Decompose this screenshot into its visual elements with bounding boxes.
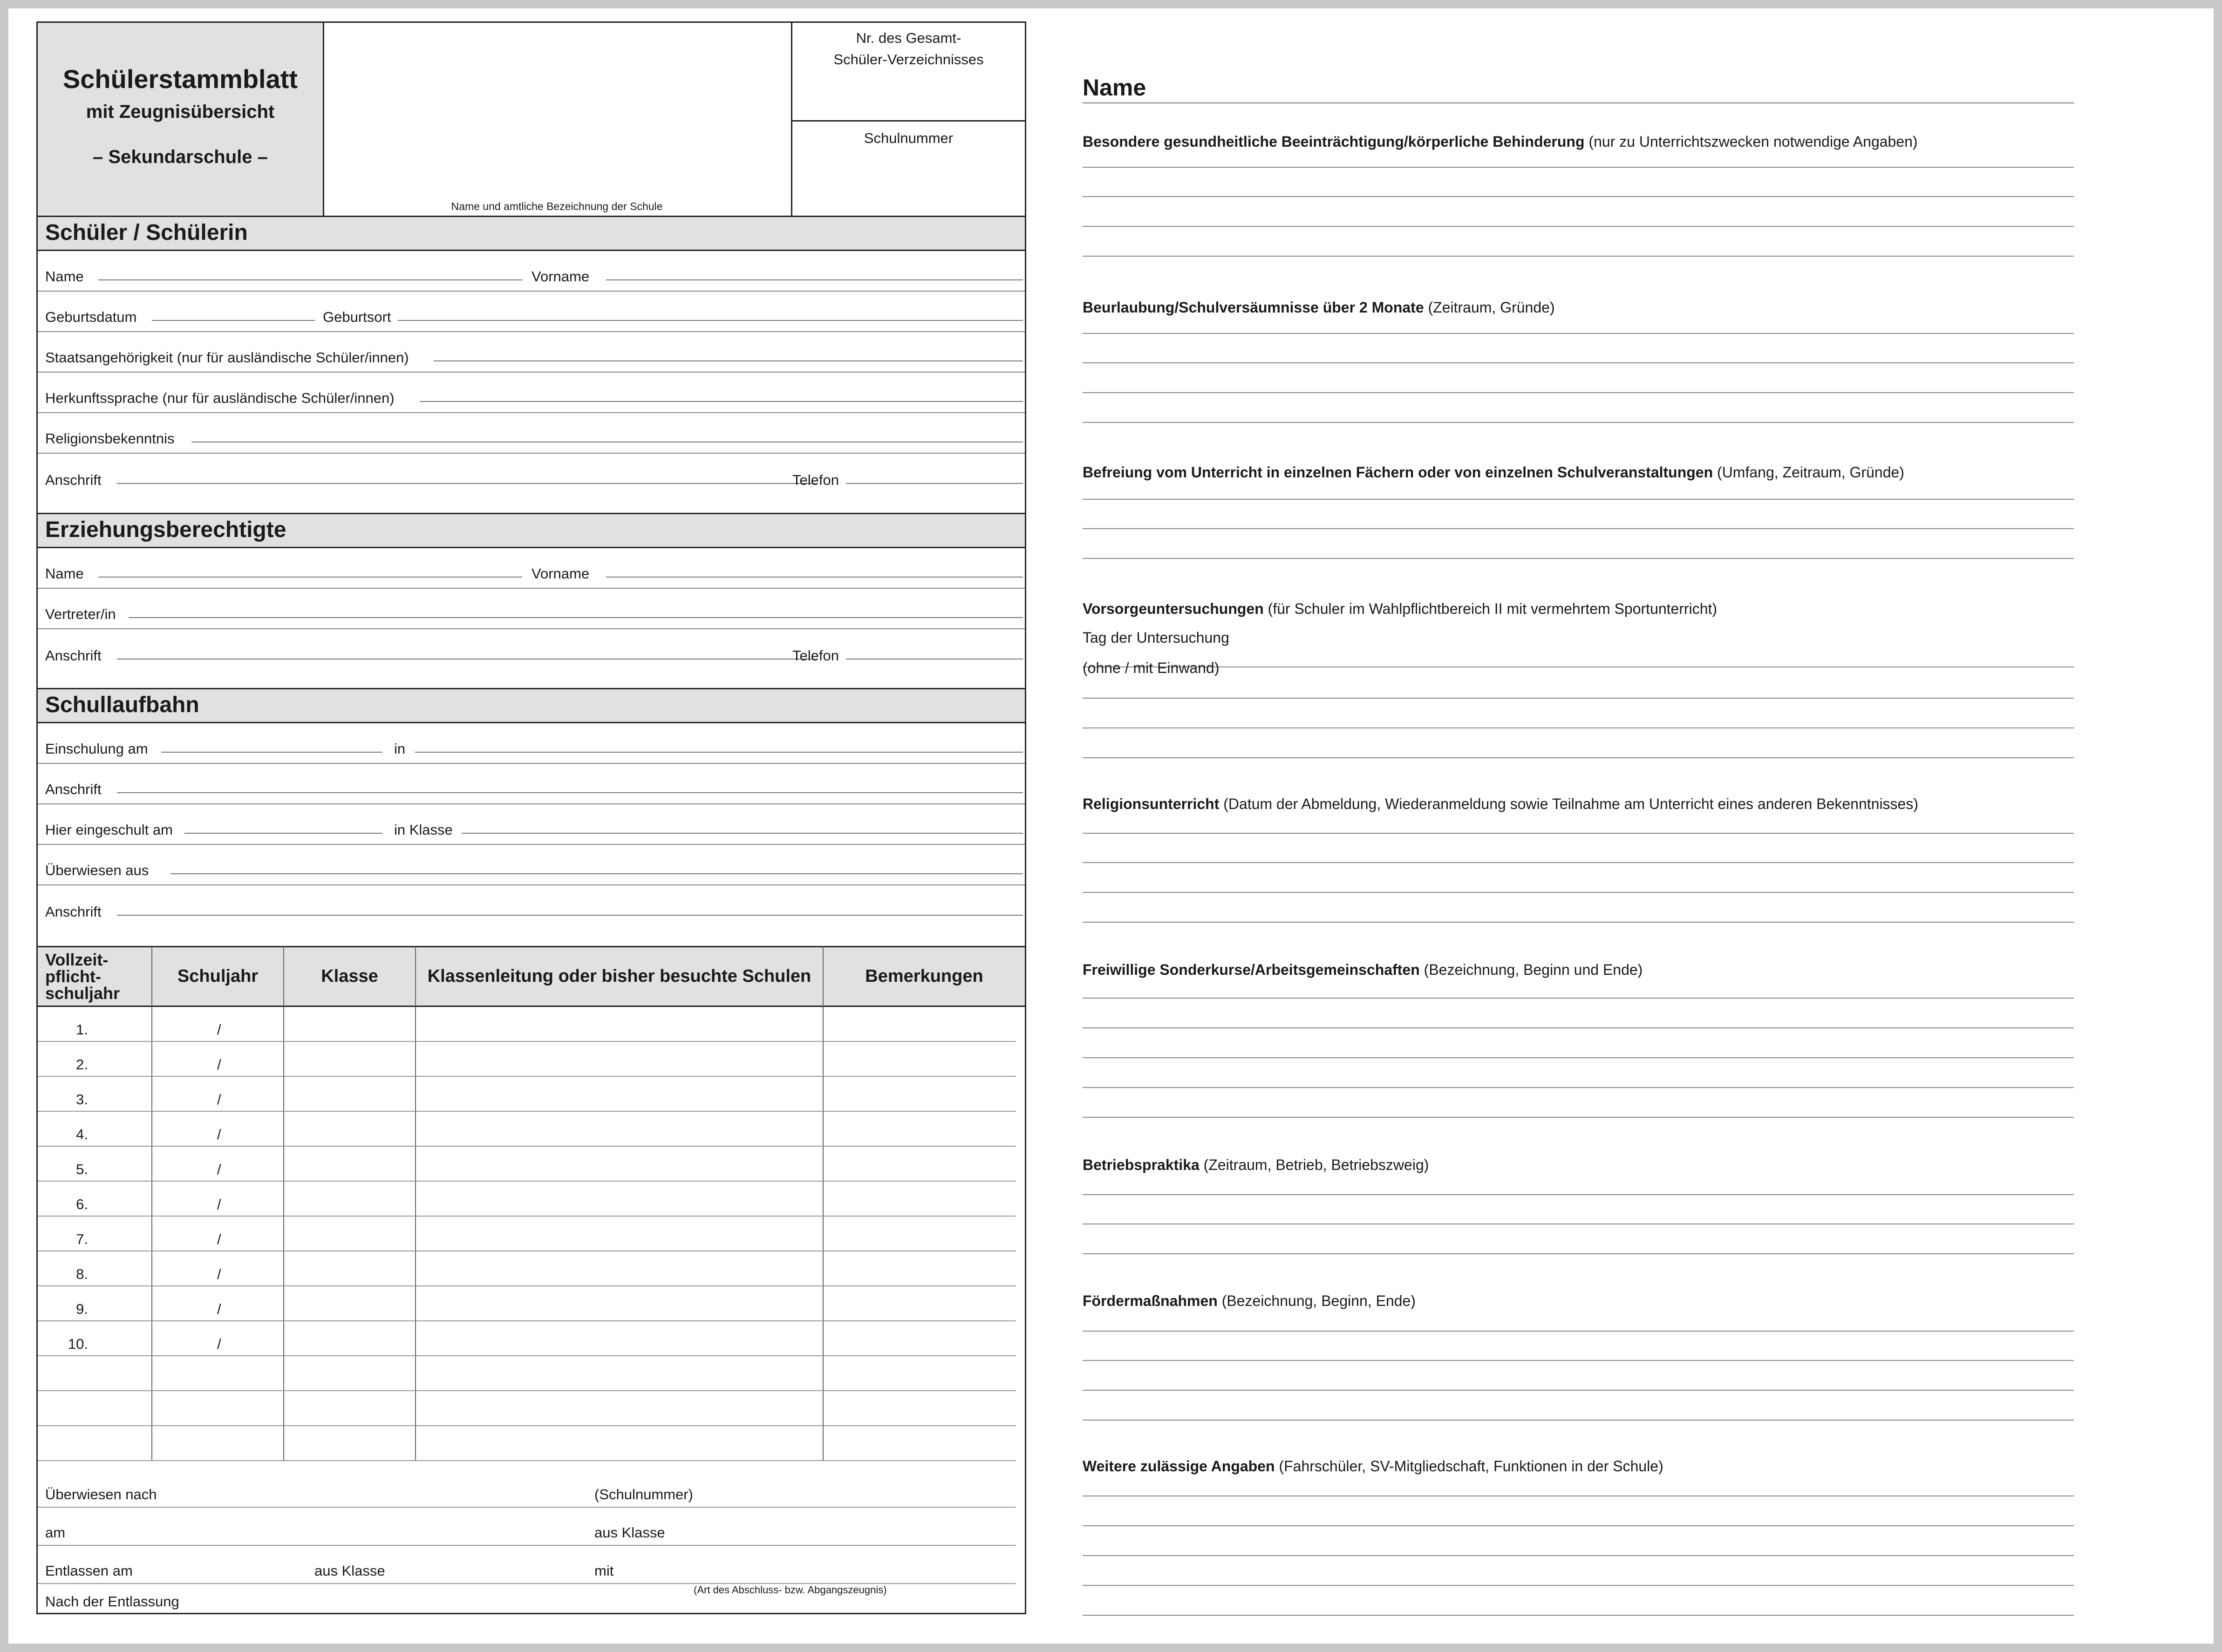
table-cell[interactable] [152,1321,284,1356]
section-title [1083,299,1555,316]
table-cell[interactable] [152,1182,284,1217]
writing-line[interactable] [1083,1117,2074,1118]
table-cell[interactable] [416,1182,824,1217]
school-year-slash: / [217,1126,221,1142]
table-cell[interactable] [284,1391,416,1426]
label: Anschrift [45,647,102,664]
writing-line[interactable] [1083,558,2074,559]
local-class-input[interactable] [462,833,1023,834]
transferred-from-row [38,845,1025,885]
student-address-row [38,454,1025,494]
writing-line[interactable] [1083,1420,2074,1421]
after-dismissal-label: Nach der Entlassung [45,1593,179,1610]
label: Anschrift [45,904,102,920]
religion-row [38,413,1025,454]
label: Entlassen am [45,1563,133,1579]
row-number: 9. [76,1301,88,1317]
table-cell[interactable] [152,1217,284,1251]
label: Name [45,268,84,285]
table-cell[interactable] [152,1112,284,1147]
label: Überwiesen aus [45,862,149,878]
enrollment-address-row [38,764,1025,804]
student-name-input[interactable] [98,279,522,280]
writing-line[interactable] [1083,1027,2074,1028]
school-year-slash: / [217,1266,221,1282]
label: mit [594,1563,614,1579]
writing-line[interactable] [1083,528,2074,529]
label: Einschulung am [45,741,148,757]
col-header-class: Klasse [284,946,416,1007]
registry-label-1: Nr. des Gesamt- [856,30,961,46]
writing-line[interactable] [1083,422,2074,423]
table-cell[interactable] [152,1251,284,1286]
table-cell[interactable] [416,1286,824,1321]
table-cell[interactable] [416,1321,824,1356]
writing-line[interactable] [1083,1331,2074,1332]
col-header-school-year: Schuljahr [152,946,284,1007]
label: Anschrift [45,472,102,488]
enrollment-address-input[interactable] [117,792,1023,793]
table-cell[interactable] [416,1251,824,1286]
citizenship-input[interactable] [434,360,1023,361]
table-cell[interactable] [38,1112,152,1147]
transfer-date-row [38,1508,1016,1546]
table-cell[interactable] [38,1391,152,1426]
section-heading-guardians: Erziehungsberechtigte [38,513,1025,548]
table-cell[interactable] [416,1042,824,1077]
table-cell[interactable] [152,1391,284,1426]
citizenship-row [38,332,1025,373]
form-subtitle: mit Zeugnisübersicht [86,102,275,122]
transferred-address-row [38,885,1025,926]
table-cell[interactable] [824,1077,1016,1112]
school-year-slash: / [217,1196,221,1212]
school-year-slash: / [217,1301,221,1317]
table-cell[interactable] [152,1077,284,1112]
table-cell[interactable] [416,1112,824,1147]
writing-line[interactable] [1083,998,2074,999]
table-cell[interactable] [38,1182,152,1217]
form-title-box [38,23,324,216]
table-cell[interactable] [824,1321,1016,1356]
table-cell[interactable] [152,1147,284,1182]
school-number-label: Schulnummer [864,130,954,146]
section-title-bold: Freiwillige Sonderkurse/Arbeitsgemeinschaften [1083,961,1420,978]
label: Religionsbekenntnis [45,430,175,447]
table-cell[interactable] [824,1426,1016,1461]
label: Geburtsort [323,309,391,325]
local-enrollment-date-input[interactable] [184,833,382,834]
table-cell[interactable] [824,1147,1016,1182]
guardian-vorname-input[interactable] [606,577,1023,578]
table-cell[interactable] [38,1286,152,1321]
table-cell[interactable] [284,1426,416,1461]
writing-line[interactable] [1083,1087,2074,1088]
writing-line[interactable] [1083,1253,2074,1254]
section-note: (Zeitraum, Betrieb, Betriebszweig) [1199,1156,1429,1173]
form-title: Schülerstammblatt [62,64,298,94]
label: aus Klasse [594,1524,665,1541]
row-number: 8. [76,1266,88,1282]
section-title [1083,464,1904,481]
section-title-bold: Fördermaßnahmen [1083,1292,1218,1309]
label: Vorname [532,565,590,582]
writing-line[interactable] [1083,1585,2074,1586]
label: Name [45,565,84,582]
section-title [1083,133,1918,150]
row-number: 3. [76,1091,88,1108]
section-heading-career: Schullaufbahn [38,688,1025,723]
label: Staatsangehörigkeit (nur für ausländische Schüler/innen) [45,349,409,366]
table-cell[interactable] [152,1356,284,1391]
table-cell[interactable] [284,1077,416,1112]
table-cell[interactable] [416,1356,824,1391]
enrollment-date-input[interactable] [161,752,382,753]
label: Vorname [532,268,590,285]
section-note: (Bezeichnung, Beginn und Ende) [1419,961,1643,978]
writing-line[interactable] [1083,892,2074,893]
section-heading-student: Schüler / Schülerin [38,216,1025,251]
table-cell[interactable] [284,1217,416,1251]
label: Geburtsdatum [45,309,137,325]
table-cell[interactable] [38,1077,152,1112]
enrollment-row [38,723,1025,764]
writing-line[interactable] [1083,333,2074,334]
certificate-note: (Art des Abschluss- bzw. Abgangszeugnis) [694,1584,887,1596]
row-number: 2. [76,1056,88,1073]
label: in [394,741,406,757]
section-note: (Zeitraum, Gründe) [1424,299,1555,316]
writing-line[interactable] [1083,1615,2074,1616]
student-phone-input[interactable] [846,483,1023,484]
row-number: 6. [76,1196,88,1212]
writing-line[interactable] [1083,1057,2074,1058]
table-cell[interactable] [38,1356,152,1391]
table-cell[interactable] [824,1356,1016,1391]
writing-line[interactable] [1083,698,2074,699]
section-title-bold: Vorsorgeuntersuchungen [1083,600,1264,617]
writing-line[interactable] [1083,226,2074,227]
school-year-slash: / [217,1056,221,1073]
table-cell[interactable] [824,1391,1016,1426]
table-cell[interactable] [152,1007,284,1042]
writing-line[interactable] [1083,392,2074,393]
birthdate-input[interactable] [152,320,315,321]
col-header-remarks: Bemerkungen [824,946,1025,1007]
table-cell[interactable] [38,1147,152,1182]
student-address-input[interactable] [117,483,816,484]
table-cell[interactable] [416,1077,824,1112]
table-cell[interactable] [38,1007,152,1042]
section-note: (Datum der Abmeldung, Wiederanmeldung sowie Teilnahme am Unterricht eines anderen Bekenntnisses) [1219,795,1918,812]
writing-line[interactable] [1083,862,2074,863]
label: Anschrift [45,781,102,797]
writing-line[interactable] [1083,196,2074,197]
right-name-heading: Name [1083,73,2074,103]
local-enrollment-row [38,804,1025,845]
table-cell[interactable] [824,1042,1016,1077]
right-page [1083,8,2084,1644]
birthplace-input[interactable] [398,320,1023,321]
form-sheet [8,8,2214,1644]
section-title-bold: Beurlaubung/Schulversäumnisse über 2 Monate [1083,299,1424,316]
school-year-slash: / [217,1091,221,1108]
writing-line[interactable] [1083,833,2074,834]
school-number-field[interactable] [791,122,1026,216]
writing-line[interactable] [1083,362,2074,363]
section-title-bold: Betriebspraktika [1083,1156,1200,1173]
section-note: (für Schuler im Wahlpflichtbereich II mit vermehrtem Sportunterricht) [1263,600,1718,617]
school-year-slash: / [217,1161,221,1177]
table-cell[interactable] [284,1356,416,1391]
left-page [36,21,1026,1614]
table-cell[interactable] [824,1217,1016,1251]
transferred-from-input[interactable] [170,873,1023,874]
student-birth-row [38,292,1025,332]
table-cell[interactable] [416,1147,824,1182]
table-cell[interactable] [284,1286,416,1321]
label: Telefon [792,472,839,488]
label: Überwiesen nach [45,1486,157,1502]
writing-line[interactable] [1083,727,2074,728]
language-row [38,373,1025,413]
table-cell[interactable] [152,1042,284,1077]
label: in Klasse [394,822,453,838]
table-cell[interactable] [152,1426,284,1461]
writing-line[interactable] [1083,1194,2074,1195]
dismissal-row [38,1546,1016,1584]
table-cell[interactable] [416,1007,824,1042]
label: (Schulnummer) [594,1486,693,1502]
guardian-name-row [38,548,1025,589]
section-note: (Bezeichnung, Beginn, Ende) [1217,1292,1416,1309]
table-cell[interactable] [284,1251,416,1286]
table-cell[interactable] [38,1251,152,1286]
objection-label: (ohne / mit Einwand) [1083,659,1220,676]
row-number: 10. [68,1336,88,1352]
label: aus Klasse [314,1563,385,1579]
exam-day-label: Tag der Untersuchung [1083,629,1229,646]
row-number: 4. [76,1126,88,1142]
label: Telefon [792,647,839,664]
table-cell[interactable] [824,1182,1016,1217]
section-note: (Umfang, Zeitraum, Gründe) [1713,464,1904,481]
section-title [1083,600,1717,618]
row-number: 1. [76,1021,88,1038]
student-vorname-input[interactable] [606,279,1023,280]
representative-input[interactable] [129,617,1023,618]
table-cell[interactable] [284,1147,416,1182]
table-cell[interactable] [824,1112,1016,1147]
section-title [1083,961,1643,979]
school-type: – Sekundarschule – [93,147,268,167]
label: Herkunftssprache (nur für ausländische Schüler/innen) [45,390,395,406]
student-name-row [38,251,1025,292]
col-header-teacher: Klassenleitung oder bisher besuchte Schulen [416,946,824,1007]
table-cell[interactable] [38,1321,152,1356]
school-name-caption: Name und amtliche Bezeichnung der Schule [451,200,663,212]
table-cell[interactable] [416,1217,824,1251]
school-year-slash: / [217,1336,221,1352]
language-input[interactable] [420,401,1023,402]
writing-line[interactable] [1083,1360,2074,1361]
table-cell[interactable] [824,1251,1016,1286]
table-cell[interactable] [824,1007,1016,1042]
section-title-bold: Besondere gesundheitliche Beeinträchtigung/körperliche Behinderung [1083,133,1585,150]
table-cell[interactable] [284,1042,416,1077]
table-cell[interactable] [416,1391,824,1426]
section-title [1083,795,1918,813]
school-name-field[interactable] [323,23,792,216]
school-year-slash: / [217,1021,221,1038]
table-cell[interactable] [284,1007,416,1042]
enrollment-place-input[interactable] [415,752,1023,753]
writing-line[interactable] [1083,167,2074,168]
section-title-bold: Religionsunterricht [1083,795,1220,812]
guardian-address-row [38,629,1025,670]
table-cell[interactable] [38,1426,152,1461]
registry-label-2: Schüler-Verzeichnisses [833,51,984,68]
table-cell[interactable] [824,1286,1016,1321]
table-cell[interactable] [38,1217,152,1251]
registry-number-field[interactable] [791,23,1026,122]
section-title-bold: Weitere zulässige Angaben [1083,1458,1275,1475]
table-cell[interactable] [284,1182,416,1217]
writing-line[interactable] [1083,1555,2074,1556]
section-title [1083,1156,1429,1174]
writing-line[interactable] [1083,1525,2074,1526]
section-note: (Fahrschüler, SV-Mitgliedschaft, Funktionen in der Schule) [1275,1458,1663,1475]
label: Vertreter/in [45,606,116,622]
representative-row [38,589,1025,629]
school-year-slash: / [217,1231,221,1247]
section-title [1083,1292,1416,1310]
section-note: (nur zu Unterrichtszwecken notwendige Angaben) [1584,133,1918,150]
table-cell[interactable] [38,1042,152,1077]
writing-line[interactable] [1083,922,2074,923]
label: am [45,1524,66,1541]
row-number: 5. [76,1161,88,1177]
writing-line[interactable] [1083,256,2074,257]
label: Hier eingeschult am [45,822,173,838]
col-header-compulsory-year: Vollzeit- pflicht- schuljahr [38,946,152,1007]
writing-line[interactable] [1083,1390,2074,1391]
row-number: 7. [76,1231,88,1247]
guardian-name-input[interactable] [98,577,522,578]
table-cell[interactable] [284,1112,416,1147]
table-cell[interactable] [416,1426,824,1461]
table-cell[interactable] [284,1321,416,1356]
section-title [1083,1458,1663,1475]
writing-line[interactable] [1083,499,2074,500]
writing-line[interactable] [1083,757,2074,758]
section-title-bold: Befreiung vom Unterricht in einzelnen Fächern oder von einzelnen Schulveranstaltungen [1083,464,1713,481]
transferred-address-input[interactable] [117,915,1023,916]
table-cell[interactable] [152,1286,284,1321]
transferred-to-row [38,1469,1016,1508]
writing-line[interactable] [1083,666,2074,667]
